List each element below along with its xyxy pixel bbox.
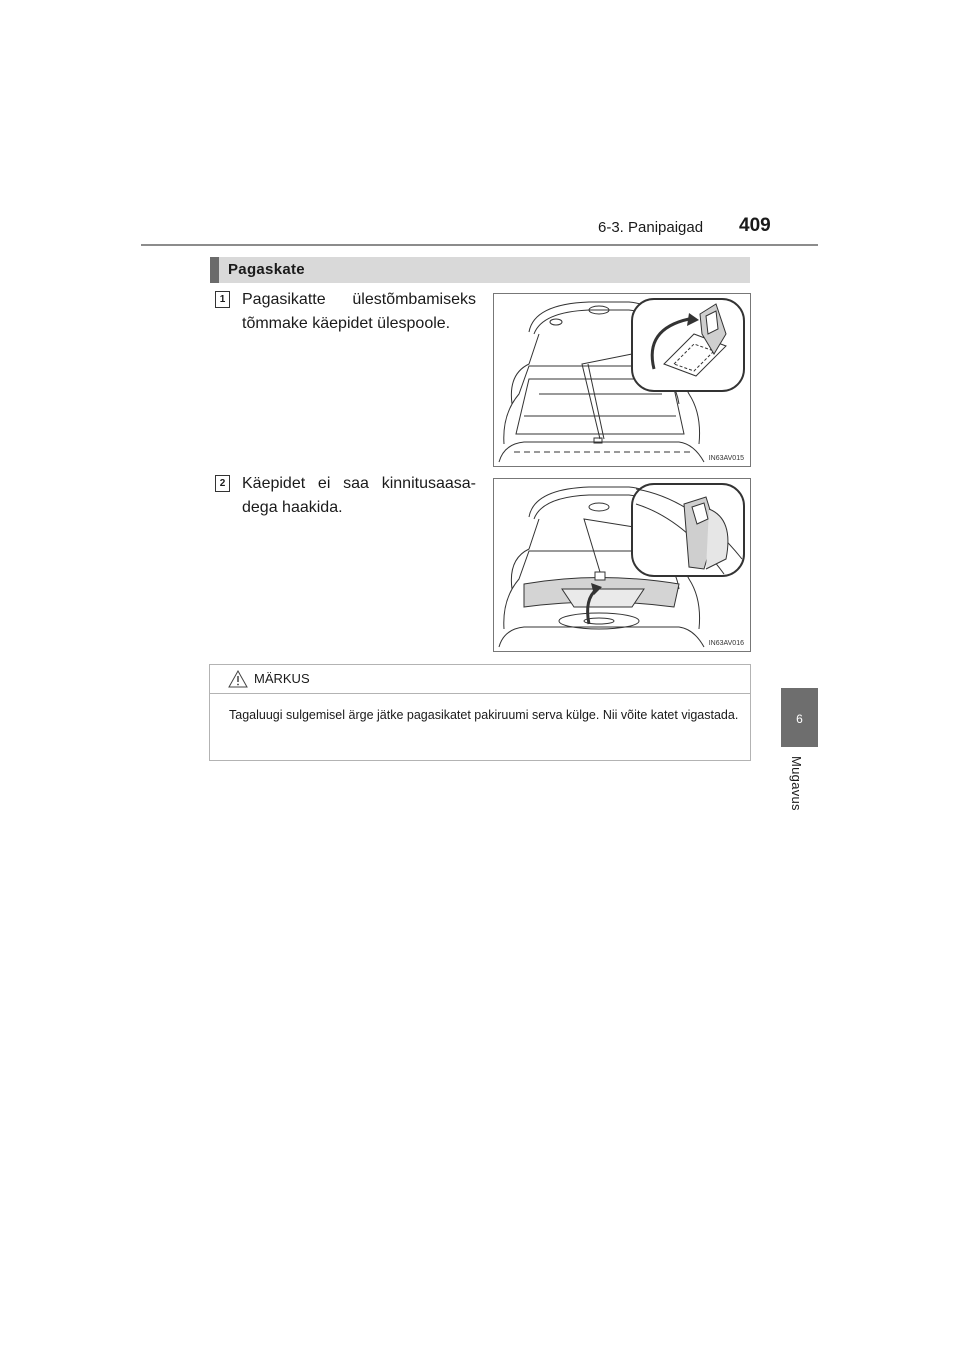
section-title: Pagaskate <box>228 261 305 278</box>
step-number-1: 1 <box>215 291 230 308</box>
step-number-2: 2 <box>215 475 230 492</box>
header-divider <box>141 244 818 246</box>
chapter-title: Mugavus <box>789 756 804 811</box>
warning-triangle-icon <box>228 670 248 688</box>
figure-trunk-lift-handle <box>493 293 751 467</box>
section-heading-accent <box>210 257 219 283</box>
figure-trunk-handle-hook <box>493 478 751 652</box>
notice-text: Tagaluugi sulgemisel ärge jätke pagasikatet pakiruumi serva külge. Nii võite katet vigastada. <box>229 708 739 722</box>
notice-divider <box>210 693 750 694</box>
chapter-number: 6 <box>796 712 803 726</box>
trunk-illustration-1 <box>494 294 750 466</box>
figure-code-2: IN63AV016 <box>708 640 744 647</box>
notice-box <box>209 664 751 761</box>
notice-title: MÄRKUS <box>254 671 310 686</box>
step-text-1: Pagasikatte ülestõmbamiseks tõmmake käepidet ülespoole. <box>242 291 476 332</box>
section-header: 6-3. Panipaigad <box>598 219 704 236</box>
page-number: 409 <box>739 215 771 236</box>
trunk-illustration-2 <box>494 479 750 651</box>
figure-code-1: IN63AV015 <box>708 455 744 462</box>
step-text-2: Käepidet ei saa kinnitusaasa-dega haakida. <box>242 475 476 516</box>
